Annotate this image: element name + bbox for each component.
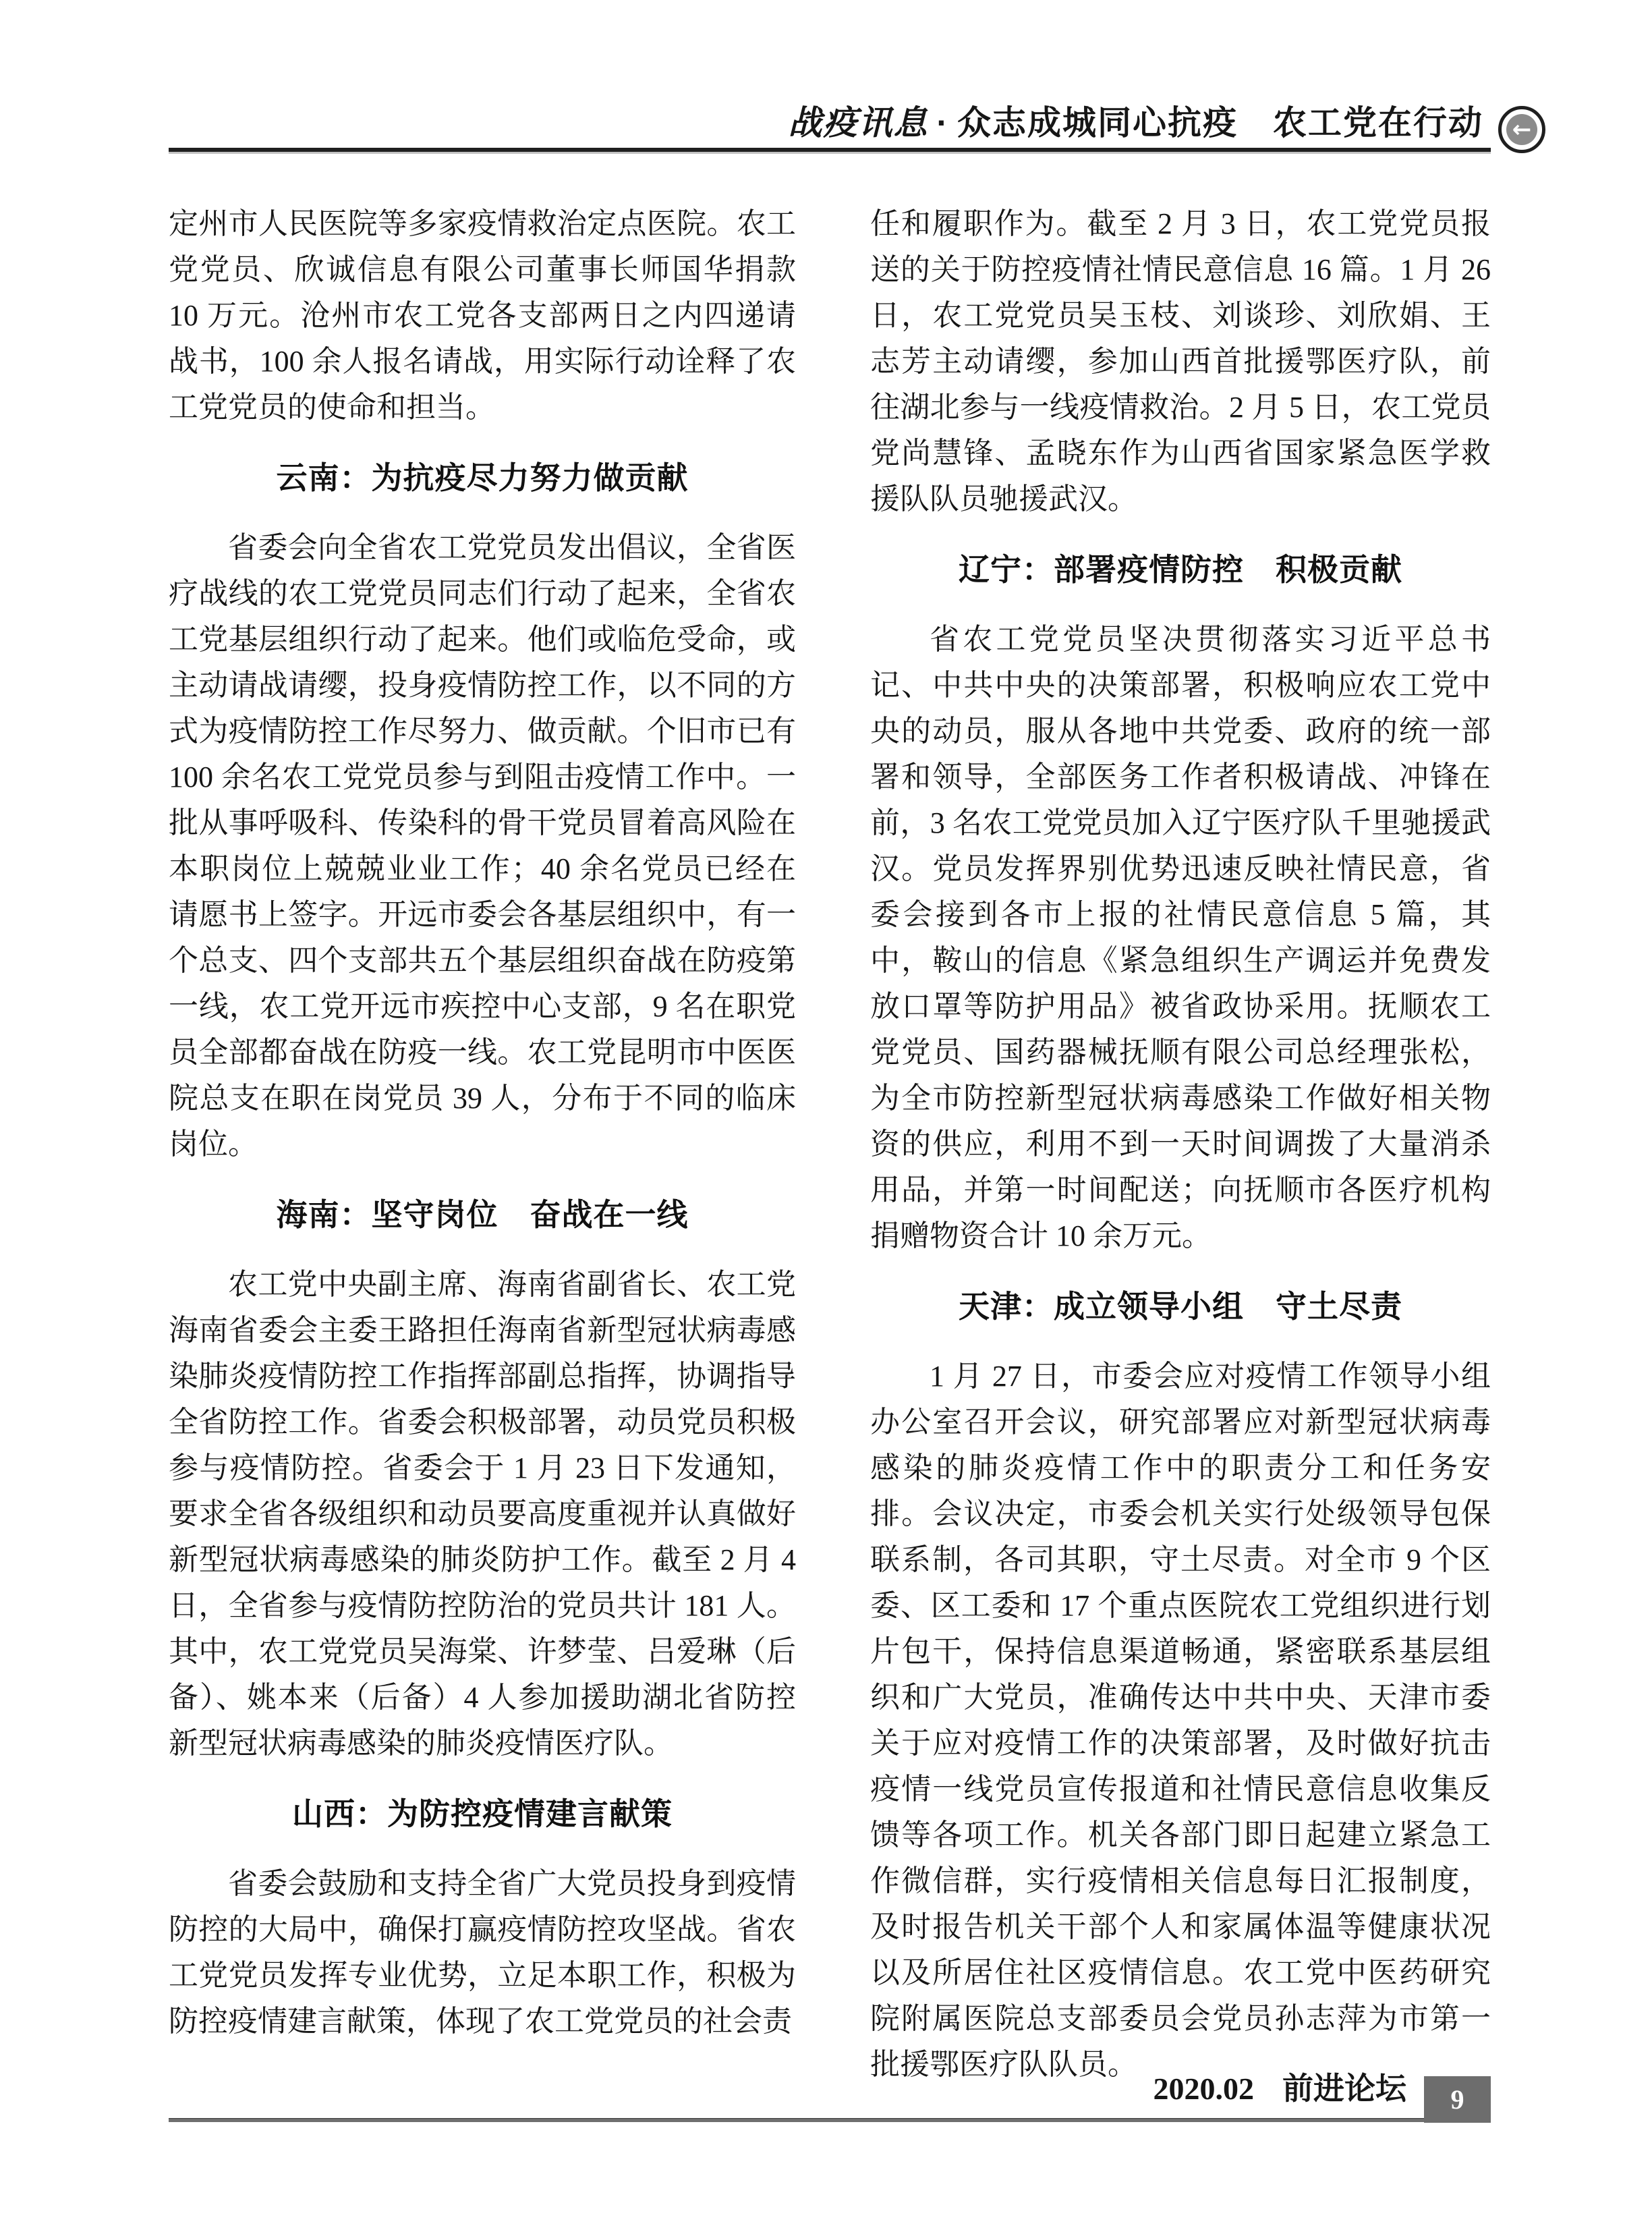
section-heading-yunnan: 云南：为抗疫尽力努力做贡献 xyxy=(276,460,689,495)
paragraph-hainan: 农工党中央副主席、海南省副省长、农工党海南省委会主委王路担任海南省新型冠状病毒感染肺炎疫情防控工作指挥部副总指挥，协调指导全省防控工作。省委会积极部署，动员党员积极参与疫情防控。省委会于 1 月 23 日下发通知，要求全省各级组织和动员要高度重视并认真做好新型冠状病毒感染的肺炎防护工作。截至 2 月 4 日，全省参与疫情防控防治的党员共计 181 人。其中，农工党党员吴海棠、许梦莹、吕爱琳（后备）、姚本来（后备）4 人参加援助湖北省防控新型冠状病毒感染的肺炎疫情医疗队。 xyxy=(169,1268,796,1760)
paragraph-tianjin: 1 月 27 日，市委会应对疫情工作领导小组办公室召开会议，研究部署应对新型冠状病毒感染的肺炎疫情工作中的职责分工和任务安排。会议决定，市委会机关实行处级领导包保联系制，各司其职，守土尽责。对全市 9 个区委、区工委和 17 个重点医院农工党组织进行划片包干，保持信息渠道畅通，紧密联系基层组织和广大党员，准确传达中共中央、天津市委关于应对疫情工作的决策部署，及时做好抗击疫情一线党员宣传报道和社情民意信息收集反馈等各项工作。机关各部门即日起建立紧急工作微信群，实行疫情相关信息每日汇报制度，及时报告机关干部个人和家属体温等健康状况以及所居住社区疫情信息。农工党中医药研究院附属医院总支部委员会党员孙志萍为市第一批援鄂医疗队队员。 xyxy=(870,1360,1491,2081)
section-heading-shanxi: 山西：为防控疫情建言献策 xyxy=(292,1796,673,1831)
paragraph-liaoning: 省农工党党员坚决贯彻落实习近平总书记、中共中央的决策部署，积极响应农工党中央的动员，服从各地中共党委、政府的统一部署和领导，全部医务工作者积极请战、冲锋在前，3 名农工党党员加入辽宁医疗队千里驰援武汉。党员发挥界别优势迅速反映社情民意，省委会接到各市上报的社情民意信息 5 篇，其中，鞍山的信息《紧急组织生产调运并免费发放口罩等防护用品》被省政协采用。抚顺农工党党员、国药器械抚顺有限公司总经理张松，为全市防控新型冠状病毒感染工作做好相关物资的供应，利用不到一天时间调拨了大量消杀用品，并第一时间配送；向抚顺市各医疗机构捐赠物资合计 10 余万元。 xyxy=(870,623,1491,1252)
right-column xyxy=(870,201,1491,2088)
section-heading-hainan: 海南：坚守岗位 奋战在一线 xyxy=(276,1197,689,1232)
section-heading-tianjin: 天津：成立领导小组 守土尽责 xyxy=(959,1289,1402,1324)
footer-rule xyxy=(169,2118,1424,2122)
footer-text xyxy=(1153,2069,1407,2109)
left-column xyxy=(169,201,796,2044)
masthead-tagline-main: 众志成城同心抗疫 农工党在行动 xyxy=(957,104,1483,142)
masthead-separator: · xyxy=(936,104,949,142)
footer-issue: 2020.02 xyxy=(1153,2071,1254,2106)
arrow-left-circle-icon xyxy=(1498,106,1545,153)
paragraph-shanxi-continuation: 任和履职作为。截至 2 月 3 日，农工党党员报送的关于防控疫情社情民意信息 16 篇。1 月 26 日，农工党党员吴玉枝、刘谈珍、刘欣娟、王志芳主动请缨，参加山西首批援鄂医疗队，前往湖北参与一线疫情救治。2 月 5 日，农工党员党尚慧锋、孟晓东作为山西省国家紧急医学救援队队员驰援武汉。 xyxy=(870,207,1491,516)
section-heading-liaoning: 辽宁：部署疫情防控 积极贡献 xyxy=(959,552,1402,587)
masthead-rule xyxy=(169,148,1491,152)
masthead-title xyxy=(788,103,1483,143)
paragraph-shanxi: 省委会鼓励和支持全省广大党员投身到疫情防控的大局中，确保打赢疫情防控攻坚战。省农工党党员发挥专业优势，立足本职工作，积极为防控疫情建言献策，体现了农工党党员的社会责 xyxy=(169,1867,796,2038)
footer-journal-title: 前进论坛 xyxy=(1282,2071,1406,2106)
paragraph-continuation: 定州市人民医院等多家疫情救治定点医院。农工党党员、欣诚信息有限公司董事长师国华捐款 10 万元。沧州市农工党各支部两日之内四递请战书，100 余人报名请战，用实际行动诠释了农工党党员的使命和担当。 xyxy=(169,207,796,424)
masthead-tagline-script: 战疫讯息 xyxy=(788,104,929,142)
page-number-badge: 9 xyxy=(1424,2076,1491,2123)
arrow-left-icon: ← xyxy=(1506,114,1537,145)
paragraph-yunnan: 省委会向全省农工党党员发出倡议，全省医疗战线的农工党党员同志们行动了起来，全省农工党基层组织行动了起来。他们或临危受命，或主动请战请缨，投身疫情防控工作，以不同的方式为疫情防控工作尽努力、做贡献。个旧市已有 100 余名农工党党员参与到阻击疫情工作中。一批从事呼吸科、传染科的骨干党员冒着高风险在本职岗位上兢兢业业工作；40 余名党员已经在请愿书上签字。开远市委会各基层组织中，有一个总支、四个支部共五个基层组织奋战在防疫第一线，农工党开远市疾控中心支部，9 名在职党员全部都奋战在防疫一线。农工党昆明市中医医院总支在职在岗党员 39 人，分布于不同的临床岗位。 xyxy=(169,531,796,1161)
